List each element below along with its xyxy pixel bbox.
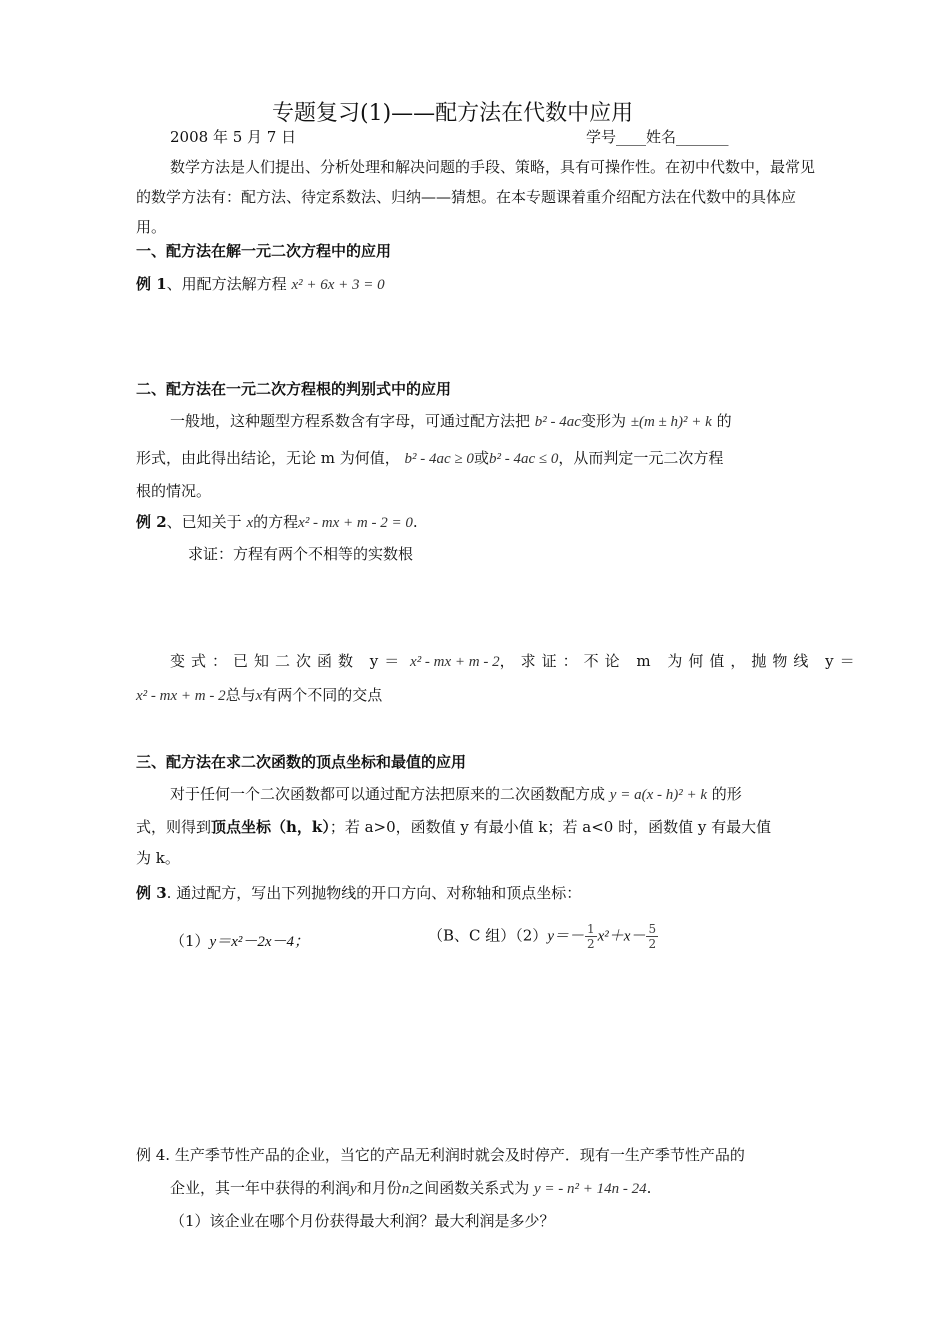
- example3-label: 例 3: [136, 884, 167, 902]
- example2: [136, 511, 418, 532]
- example2-equation: x² - mx + m - 2 = 0: [298, 515, 413, 531]
- text: ；若 a>0，函数值 y 有最小值 k；若 a<0 时，函数值 y 有最大值: [329, 818, 772, 836]
- example4-line2: [170, 1177, 651, 1198]
- variant-function: x² - mx + m - 2: [136, 688, 226, 704]
- example2-prove: 求证：方程有两个不相等的实数根: [188, 545, 414, 563]
- numerator: 5: [648, 922, 657, 936]
- item1-equation: y＝x²－2x－4；: [209, 934, 310, 950]
- date: 2008 年 5 月 7 日: [170, 128, 297, 146]
- text: 和月份: [356, 1179, 402, 1197]
- text: 的方程: [253, 513, 299, 531]
- inequality-ge: b² - 4ac ≥ 0: [404, 451, 474, 467]
- fraction-five-halves: [646, 922, 658, 951]
- text: 之间函数关系式为: [409, 1179, 530, 1197]
- denominator: 2: [586, 937, 595, 951]
- example3-item2: [428, 922, 659, 951]
- section3-line3: 为 k。: [136, 849, 180, 867]
- text: 企业，其一年中获得的利润: [170, 1179, 351, 1197]
- vertex-form-equation: y = a(x - h)² + k: [609, 787, 707, 803]
- example4-question1: （1）该企业在哪个月份获得最大利润？最大利润是多少？: [170, 1212, 555, 1230]
- text: 式，则得到: [136, 818, 212, 836]
- text: 的形: [711, 785, 742, 803]
- example1-equation: x² + 6x + 3 = 0: [291, 277, 385, 293]
- text: . 通过配方，写出下列抛物线的开口方向、对称轴和顶点坐标：: [166, 884, 582, 902]
- student-fields: 学号____姓名_______: [586, 128, 729, 146]
- intro-paragraph: 数学方法是人们提出、分析处理和解决问题的手段、策略，具有可操作性。在初中代数中，最常见的数学方法有：配方法、待定系数法、归纳——猜想。在本专题课着重介绍配方法在代数中的具体应用。: [136, 158, 816, 236]
- example2-label: 例 2: [136, 513, 167, 531]
- text: .: [412, 513, 418, 531]
- variant-function: x² - mx + m - 2: [410, 654, 500, 670]
- text: （B、C 组）（2）: [428, 926, 548, 945]
- example1-label: 例 1: [136, 275, 167, 293]
- text: 形式，由此得出结论，无论 m 为何值，: [136, 449, 400, 467]
- text: 变形为: [580, 412, 626, 430]
- item2-equation: y＝－: [547, 928, 584, 945]
- text: 或: [473, 449, 489, 467]
- variant-line2: [136, 684, 382, 705]
- item2-equation: x²＋x－: [597, 928, 646, 945]
- profit-function: y = - n² + 14n - 24: [534, 1181, 647, 1197]
- text: .: [646, 1179, 652, 1197]
- section2-line3: 根的情况。: [136, 482, 212, 500]
- section1-heading: 一、配方法在解一元二次方程中的应用: [136, 242, 392, 260]
- section2-line1: [170, 410, 732, 431]
- example1: [136, 273, 385, 294]
- text: 对于任何一个二次函数都可以通过配方法把原来的二次函数配方成: [170, 785, 606, 803]
- text: （1）: [170, 932, 210, 950]
- text: ，从而判定一元二次方程: [558, 449, 724, 467]
- variable-y: y: [350, 1181, 357, 1197]
- text: 、已知关于: [166, 513, 242, 531]
- text: 的: [716, 412, 732, 430]
- text: ，求证：不论 m 为何值，抛物线 y＝: [499, 652, 861, 670]
- example4-line1: 例 4. 生产季节性产品的企业，当它的产品无利润时就会及时停产．现有一生产季节性产品的: [136, 1146, 745, 1164]
- example3: [136, 882, 581, 903]
- fraction-one-half: [585, 922, 597, 951]
- section3-line1: [170, 783, 742, 804]
- denominator: 2: [648, 937, 657, 951]
- completed-square-expr: ±(m ± h)² + k: [630, 414, 712, 430]
- section2-line2: [136, 447, 723, 468]
- numerator: 1: [586, 922, 595, 936]
- variable-n: n: [401, 1181, 410, 1197]
- variable-x: x: [246, 515, 254, 531]
- inequality-le: b² - 4ac ≤ 0: [488, 451, 559, 467]
- section3-line2: [136, 816, 771, 837]
- variant-line1: [170, 650, 861, 671]
- variable-x: x: [255, 688, 263, 704]
- text: 总与: [225, 686, 256, 704]
- example1-text: 、用配方法解方程: [166, 275, 287, 293]
- discriminant-expr: b² - 4ac: [534, 414, 581, 430]
- page-title: 专题复习(1)——配方法在代数中应用: [272, 101, 634, 126]
- text: 变式：已知二次函数 y＝: [170, 652, 406, 670]
- text: 有两个不同的交点: [262, 686, 383, 704]
- section3-heading: 三、配方法在求二次函数的顶点坐标和最值的应用: [136, 753, 467, 771]
- section2-heading: 二、配方法在一元二次方程根的判别式中的应用: [136, 380, 452, 398]
- example3-item1: [170, 930, 309, 951]
- text: 一般地，这种题型方程系数含有字母，可通过配方法把: [170, 412, 531, 430]
- vertex-coordinates: 顶点坐标（h，k）: [211, 818, 330, 836]
